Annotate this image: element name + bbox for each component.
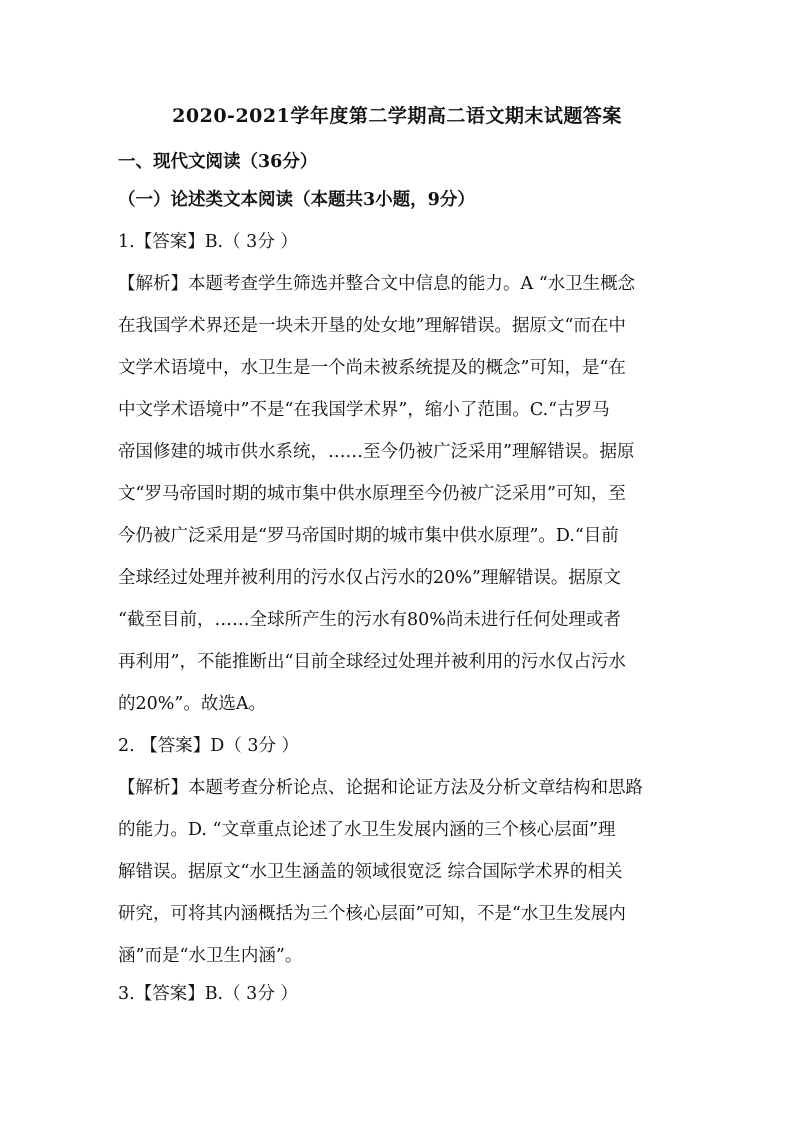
q3-answer: 3.【答案】B.（ 3分 ）: [118, 984, 298, 1004]
q1-analysis-line: 全球经过处理并被利用的污水仅占污水的20%”理解错误。据原文: [118, 568, 621, 588]
q1-analysis-line: “截至目前，……全球所产生的污水有80%尚未进行任何处理或者: [118, 610, 621, 630]
subsection-heading: （一）论述类文本阅读（本题共3小题，9分）: [118, 190, 475, 210]
q1-analysis-line: 再利用”，不能推断出“目前全球经过处理并被利用的污水仅占污水: [118, 652, 626, 672]
q1-analysis-line: 文“罗马帝国时期的城市集中供水原理至今仍被广泛采用”可知，至: [118, 484, 626, 504]
q1-analysis-line: 今仍被广泛采用是“罗马帝国时期的城市集中供水原理”。D.“目前: [118, 526, 619, 546]
q2-analysis-line: 研究，可将其内涵概括为三个核心层面”可知，不是“水卫生发展内: [118, 904, 626, 924]
q2-answer: 2. 【答案】D（ 3分 ）: [118, 736, 300, 756]
q2-analysis-line: 解错误。据原文“水卫生涵盖的领域很宽泛 综合国际学术界的相关: [118, 862, 623, 882]
q2-analysis-line: 涵”而是“水卫生内涵”。: [118, 946, 303, 966]
q1-analysis-line: 【解析】本题考查学生筛选并整合文中信息的能力。A “水卫生概念: [118, 274, 636, 294]
q1-analysis-line: 中文学术语境中”不是“在我国学术界”，缩小了范围。C.“古罗马: [118, 400, 610, 420]
q1-analysis-line: 帝国修建的城市供水系统，……至今仍被广泛采用”理解错误。据原: [118, 442, 635, 462]
document-title: 2020-2021学年度第二学期高二语文期末试题答案: [172, 105, 622, 127]
q1-answer: 1.【答案】B.（ 3分 ）: [118, 232, 298, 252]
q1-analysis-line: 的20%”。故选A。: [118, 694, 266, 714]
q2-analysis-line: 【解析】本题考查分析论点、论据和论证方法及分析文章结构和思路: [118, 778, 643, 798]
section-heading: 一、现代文阅读（36分）: [118, 152, 318, 172]
q1-analysis-line: 在我国学术界还是一块未开垦的处女地”理解错误。据原文“而在中: [118, 316, 626, 336]
q2-analysis-line: 的能力。D. “文章重点论述了水卫生发展内涵的三个核心层面”理: [118, 820, 616, 840]
q1-analysis-line: 文学术语境中，水卫生是一个尚未被系统提及的概念”可知，是“在: [118, 358, 626, 378]
